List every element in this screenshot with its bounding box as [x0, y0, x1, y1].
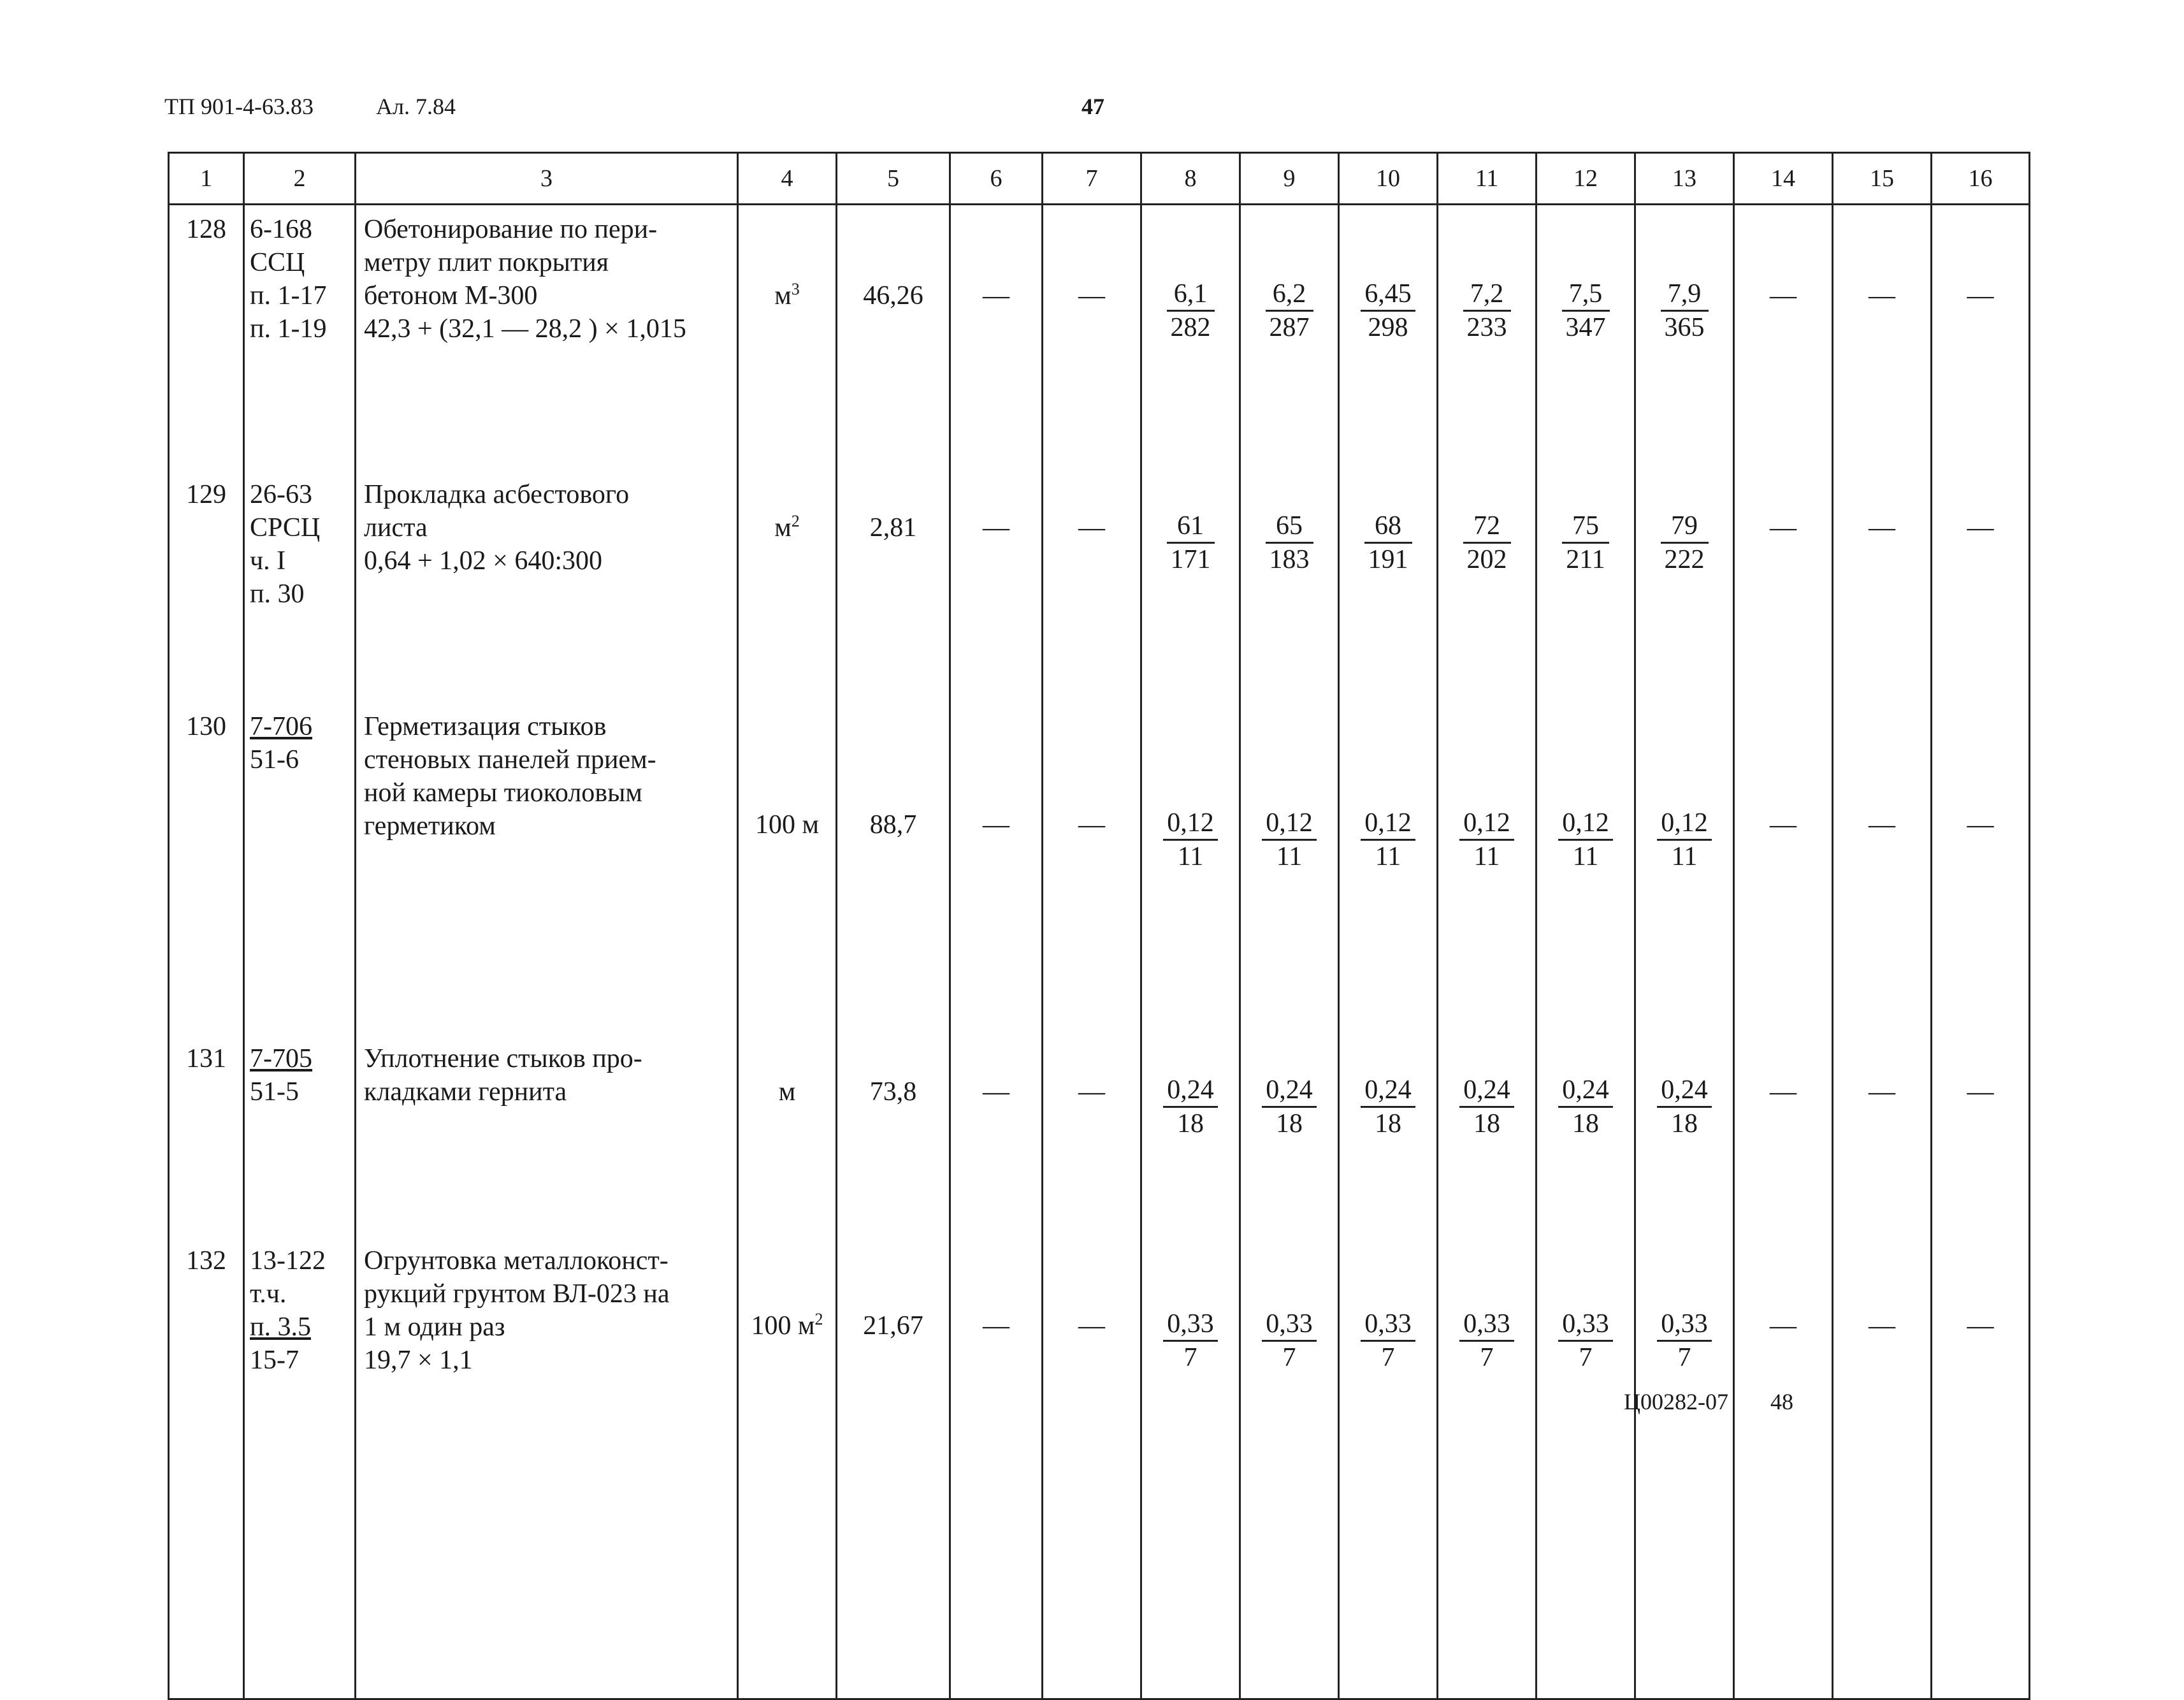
- dash-cell: —: [1833, 470, 1932, 702]
- column-header: 7: [1043, 153, 1141, 205]
- table-row: [169, 1237, 2030, 1699]
- table-row: [169, 1035, 2030, 1237]
- dash-cell: —: [950, 702, 1043, 1035]
- work-description: Герметизация стыков стеновых панелей прием- ной камеры тиоколовым герметиком: [356, 702, 738, 1035]
- table-row: [169, 470, 2030, 702]
- fraction-cell: $\frac{0,24}{18}$: [1537, 1035, 1635, 1237]
- dash-cell: —: [1833, 702, 1932, 1035]
- dash-cell: —: [1734, 1237, 1833, 1699]
- fraction-cell: $\frac{79}{222}$: [1635, 470, 1734, 702]
- fraction-cell: $\frac{7,2}{233}$: [1438, 205, 1537, 471]
- fraction-cell: $\frac{68}{191}$: [1339, 470, 1438, 702]
- dash-cell: —: [950, 1035, 1043, 1237]
- fraction-cell: $\frac{75}{211}$: [1537, 470, 1635, 702]
- fraction-cell: $\frac{0,24}{18}$: [1635, 1035, 1734, 1237]
- fraction-cell: $\frac{0,33}{7}$: [1339, 1237, 1438, 1699]
- quantity-cell: 73,8: [837, 1035, 950, 1237]
- fraction-cell: $\frac{0,12}{11}$: [1141, 702, 1240, 1035]
- quantity-cell: 88,7: [837, 702, 950, 1035]
- unit-cell: $м^2$: [738, 470, 837, 702]
- column-header-row: [169, 153, 2030, 205]
- column-header: 9: [1240, 153, 1339, 205]
- dash-cell: —: [1932, 1035, 2030, 1237]
- row-number: 128: [169, 205, 244, 471]
- dash-cell: —: [950, 470, 1043, 702]
- dash-cell: —: [1734, 1035, 1833, 1237]
- fraction-cell: $\frac{0,12}{11}$: [1339, 702, 1438, 1035]
- fraction-cell: $\frac{0,33}{7}$: [1537, 1237, 1635, 1699]
- column-header: 13: [1635, 153, 1734, 205]
- fraction-cell: $\frac{7,9}{365}$: [1635, 205, 1734, 471]
- dash-cell: —: [1932, 205, 2030, 471]
- column-header: 14: [1734, 153, 1833, 205]
- row-number: 132: [169, 1237, 244, 1699]
- fraction-cell: $\frac{72}{202}$: [1438, 470, 1537, 702]
- dash-cell: —: [1734, 702, 1833, 1035]
- album-number: Ал. 7.84: [376, 94, 456, 119]
- column-header: 1: [169, 153, 244, 205]
- work-description: Обетонирование по пери- метру плит покрытия бетоном М-300 42,3 + (32,1 — 28,2 ) × 1,015: [356, 205, 738, 471]
- fraction-cell: $\frac{0,12}{11}$: [1438, 702, 1537, 1035]
- doc-code: ТП 901-4-63.83: [164, 94, 314, 119]
- quantity-cell: 2,81: [837, 470, 950, 702]
- column-header: 15: [1833, 153, 1932, 205]
- dash-cell: —: [950, 1237, 1043, 1699]
- column-header: 12: [1537, 153, 1635, 205]
- sheet-number: 48: [1770, 1389, 1793, 1414]
- table-row: [169, 205, 2030, 471]
- quantity-cell: 46,26: [837, 205, 950, 471]
- fraction-cell: $\frac{65}{183}$: [1240, 470, 1339, 702]
- fraction-cell: $\frac{0,24}{18}$: [1339, 1035, 1438, 1237]
- fraction-cell: $\frac{0,12}{11}$: [1240, 702, 1339, 1035]
- work-description: Уплотнение стыков про- кладками гернита: [356, 1035, 738, 1237]
- fraction-cell: $\frac{0,33}{7}$: [1635, 1237, 1734, 1699]
- dash-cell: —: [1932, 470, 2030, 702]
- dash-cell: —: [1833, 1035, 1932, 1237]
- dash-cell: —: [1043, 1035, 1141, 1237]
- fraction-cell: $\frac{0,12}{11}$: [1537, 702, 1635, 1035]
- dash-cell: —: [1932, 702, 2030, 1035]
- column-header: 8: [1141, 153, 1240, 205]
- dash-cell: —: [950, 205, 1043, 471]
- fraction-cell: $\frac{6,45}{298}$: [1339, 205, 1438, 471]
- fraction-cell: $\frac{0,24}{18}$: [1438, 1035, 1537, 1237]
- dash-cell: —: [1833, 1237, 1932, 1699]
- fraction-cell: $\frac{6,1}{282}$: [1141, 205, 1240, 471]
- pricing-basis: 6-168 ССЦ п. 1-17 п. 1-19: [244, 205, 356, 471]
- table-row: [169, 702, 2030, 1035]
- row-number: 131: [169, 1035, 244, 1237]
- fraction-cell: $\frac{0,33}{7}$: [1141, 1237, 1240, 1699]
- unit-cell: $м^3$: [738, 205, 837, 471]
- unit-cell: 100 м: [738, 702, 837, 1035]
- row-number: 129: [169, 470, 244, 702]
- fraction-cell: $\frac{0,24}{18}$: [1240, 1035, 1339, 1237]
- quantity-cell: 21,67: [837, 1237, 950, 1699]
- fraction-cell: $\frac{0,24}{18}$: [1141, 1035, 1240, 1237]
- column-header: 10: [1339, 153, 1438, 205]
- pricing-basis: 13-122 т.ч. п. 3.5 15-7: [244, 1237, 356, 1699]
- work-description: Огрунтовка металлоконст- рукций грунтом ВЛ-023 на 1 м один раз 19,7 × 1,1: [356, 1237, 738, 1699]
- dash-cell: —: [1043, 205, 1141, 471]
- column-header: 3: [356, 153, 738, 205]
- column-header: 4: [738, 153, 837, 205]
- unit-cell: м: [738, 1035, 837, 1237]
- estimate-table: [168, 152, 2030, 1700]
- dash-cell: —: [1734, 470, 1833, 702]
- pricing-basis: 26-63 СРСЦ ч. I п. 30: [244, 470, 356, 702]
- column-header: 5: [837, 153, 950, 205]
- dash-cell: —: [1043, 470, 1141, 702]
- dash-cell: —: [1043, 702, 1141, 1035]
- pricing-basis: 7-706 51-6: [244, 702, 356, 1035]
- column-header: 2: [244, 153, 356, 205]
- page-number: 47: [1081, 94, 1104, 119]
- fraction-cell: $\frac{61}{171}$: [1141, 470, 1240, 702]
- dash-cell: —: [1932, 1237, 2030, 1699]
- dash-cell: —: [1043, 1237, 1141, 1699]
- dash-cell: —: [1734, 205, 1833, 471]
- fraction-cell: $\frac{6,2}{287}$: [1240, 205, 1339, 471]
- fraction-cell: $\frac{0,33}{7}$: [1438, 1237, 1537, 1699]
- column-header: 6: [950, 153, 1043, 205]
- row-number: 130: [169, 702, 244, 1035]
- dash-cell: —: [1833, 205, 1932, 471]
- work-description: Прокладка асбестового листа 0,64 + 1,02 × 640:300: [356, 470, 738, 702]
- fraction-cell: $\frac{7,5}{347}$: [1537, 205, 1635, 471]
- pricing-basis: 7-705 51-5: [244, 1035, 356, 1237]
- column-header: 16: [1932, 153, 2030, 205]
- unit-cell: 100 $м^2$: [738, 1237, 837, 1699]
- fraction-cell: $\frac{0,12}{11}$: [1635, 702, 1734, 1035]
- column-header: 11: [1438, 153, 1537, 205]
- document-code: Ц00282-07: [1624, 1389, 1728, 1414]
- fraction-cell: $\frac{0,33}{7}$: [1240, 1237, 1339, 1699]
